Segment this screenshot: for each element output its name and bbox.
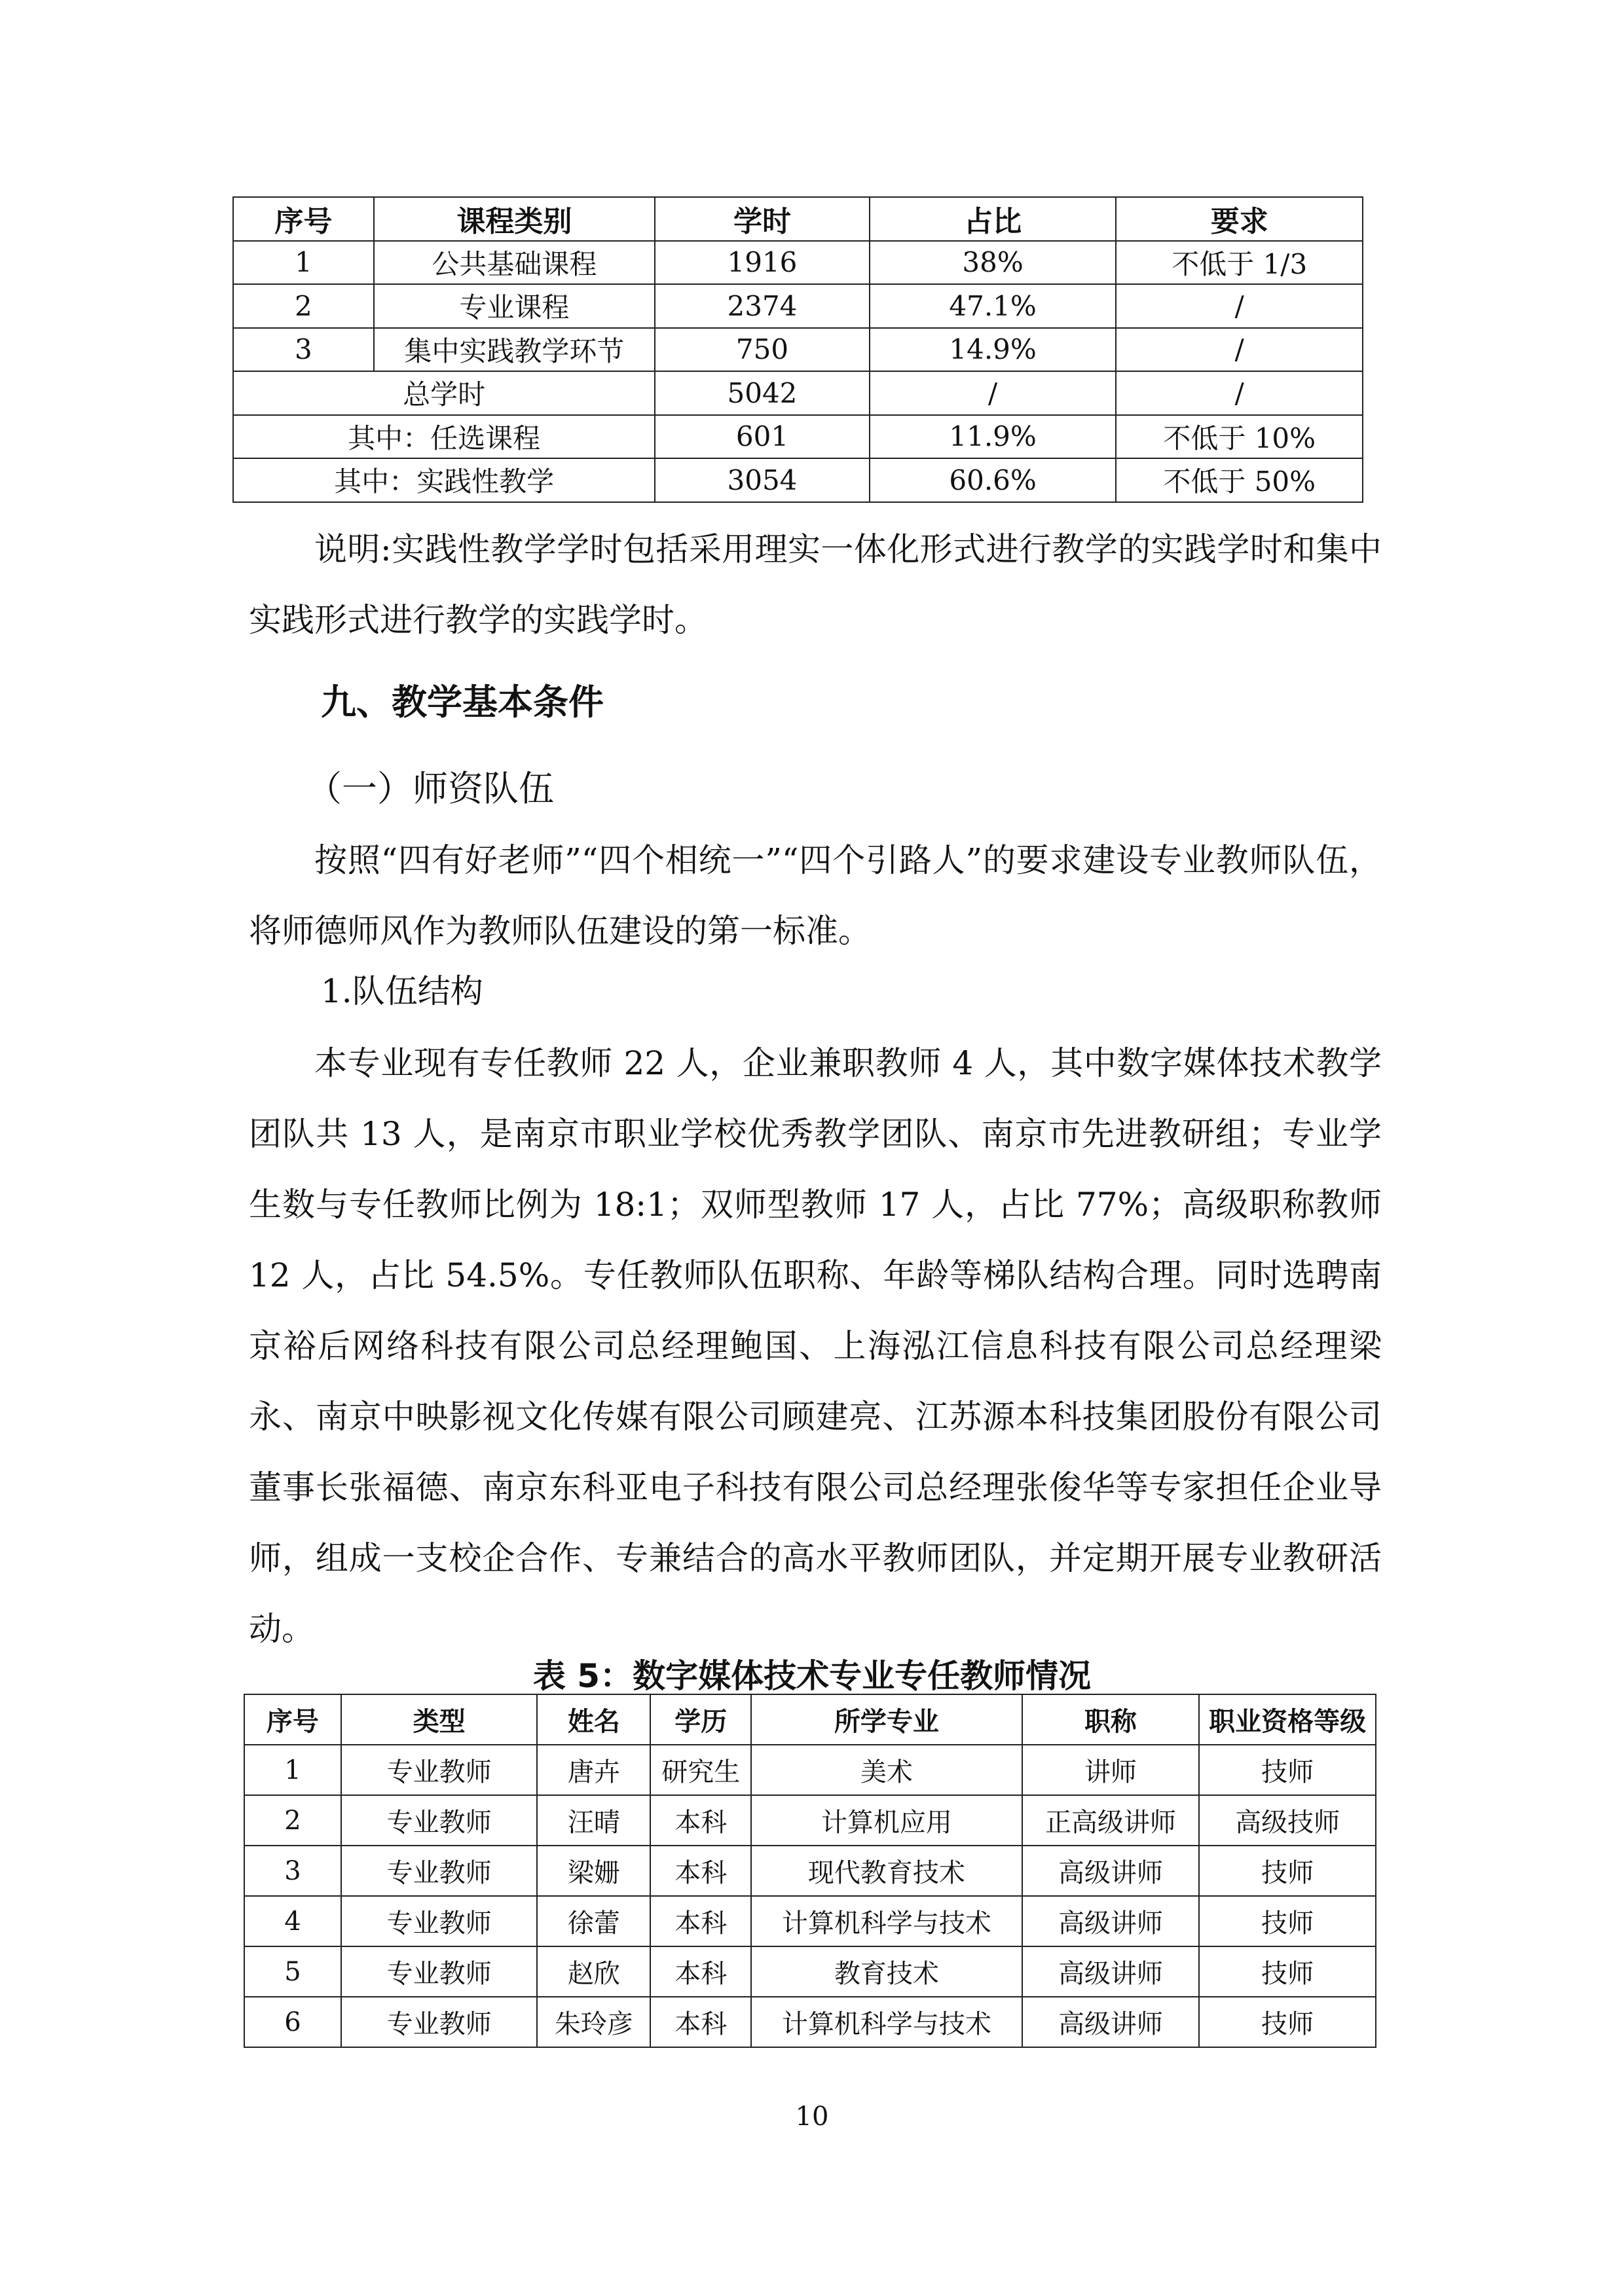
cell-level: 高级技师: [1199, 1795, 1376, 1846]
table-row: [244, 1795, 1376, 1846]
cell-ratio: 11.9%: [870, 415, 1116, 459]
table-row: [244, 1997, 1376, 2047]
cell-type: 专业教师: [341, 1795, 538, 1846]
cell-ratio: 14.9%: [870, 328, 1116, 372]
table-header-row: [244, 1694, 1376, 1745]
cell-type: 专业教师: [341, 1946, 538, 1997]
table-row: [244, 1846, 1376, 1896]
cell-edu: 本科: [650, 1896, 751, 1946]
cell-category: 专业课程: [374, 284, 655, 328]
cell-ratio: 60.6%: [870, 458, 1116, 502]
teachers-table: [244, 1694, 1376, 2048]
cell-major: 教育技术: [751, 1946, 1022, 1997]
cell-level: 技师: [1199, 1997, 1376, 2047]
section-heading: 九、教学基本条件: [321, 682, 604, 723]
cell-no: 3: [233, 328, 374, 372]
cell-edu: 本科: [650, 1997, 751, 2047]
cell-no: 1: [233, 241, 374, 285]
cell-req: 不低于 50%: [1116, 458, 1363, 502]
cell-title: 正高级讲师: [1022, 1795, 1200, 1846]
header-cell: 职业资格等级: [1199, 1694, 1376, 1745]
cell-level: 技师: [1199, 1846, 1376, 1896]
cell-no: 3: [244, 1846, 341, 1896]
cell-title: 高级讲师: [1022, 1846, 1200, 1896]
cell-name: 朱玲彦: [537, 1997, 650, 2047]
cell-title: 高级讲师: [1022, 1896, 1200, 1946]
header-cell: 要求: [1116, 197, 1363, 241]
cell-category: 公共基础课程: [374, 241, 655, 285]
table-header-row: [233, 197, 1363, 241]
table-row: [233, 328, 1363, 372]
cell-no: 2: [233, 284, 374, 328]
cell-major: 现代教育技术: [751, 1846, 1022, 1896]
header-cell: 所学专业: [751, 1694, 1022, 1745]
cell-title: 高级讲师: [1022, 1946, 1200, 1997]
cell-ratio: /: [870, 371, 1116, 415]
header-cell: 姓名: [537, 1694, 650, 1745]
cell-title: 高级讲师: [1022, 1997, 1200, 2047]
table-row: [233, 241, 1363, 285]
header-cell: 占比: [870, 197, 1116, 241]
cell-name: 赵欣: [537, 1946, 650, 1997]
cell-edu: 本科: [650, 1946, 751, 1997]
cell-no: 1: [244, 1745, 341, 1795]
page-number: 10: [795, 2102, 829, 2132]
note-paragraph: 说明:实践性教学学时包括采用理实一体化形式进行教学的实践学时和集中实践形式进行教学的实践学时。: [249, 530, 1382, 639]
cell-req: 不低于 10%: [1116, 415, 1363, 459]
header-cell: 学历: [650, 1694, 751, 1745]
cell-no: 6: [244, 1997, 341, 2047]
cell-summary-label: 其中：实践性教学: [233, 458, 655, 502]
cell-summary-label: 总学时: [233, 371, 655, 415]
item-heading: 1.队伍结构: [321, 972, 483, 1010]
cell-req: 不低于 1/3: [1116, 241, 1363, 285]
summary-row: [233, 371, 1363, 415]
cell-req: /: [1116, 284, 1363, 328]
cell-type: 专业教师: [341, 1896, 538, 1946]
table-row: [233, 284, 1363, 328]
cell-no: 4: [244, 1896, 341, 1946]
table-row: [244, 1946, 1376, 1997]
header-cell: 职称: [1022, 1694, 1200, 1745]
cell-level: 技师: [1199, 1946, 1376, 1997]
cell-level: 技师: [1199, 1896, 1376, 1946]
summary-row: [233, 415, 1363, 459]
cell-hours: 3054: [655, 458, 870, 502]
cell-edu: 本科: [650, 1846, 751, 1896]
cell-major: 美术: [751, 1745, 1022, 1795]
cell-level: 技师: [1199, 1745, 1376, 1795]
cell-type: 专业教师: [341, 1745, 538, 1795]
cell-type: 专业教师: [341, 1846, 538, 1896]
cell-title: 讲师: [1022, 1745, 1200, 1795]
cell-type: 专业教师: [341, 1997, 538, 2047]
intro-paragraph: 按照“四有好老师”“四个相统一”“四个引路人”的要求建设专业教师队伍，将师德师风作为教师队伍建设的第一标准。: [249, 841, 1382, 950]
header-cell: 序号: [244, 1694, 341, 1745]
cell-major: 计算机科学与技术: [751, 1997, 1022, 2047]
cell-req: /: [1116, 371, 1363, 415]
cell-hours: 2374: [655, 284, 870, 328]
cell-edu: 研究生: [650, 1745, 751, 1795]
cell-hours: 5042: [655, 371, 870, 415]
cell-summary-label: 其中：任选课程: [233, 415, 655, 459]
table-caption: 表 5：数字媒体技术专业专任教师情况: [532, 1657, 1092, 1695]
header-cell: 类型: [341, 1694, 538, 1745]
cell-hours: 1916: [655, 241, 870, 285]
cell-name: 汪晴: [537, 1795, 650, 1846]
table-row: [244, 1896, 1376, 1946]
cell-category: 集中实践教学环节: [374, 328, 655, 372]
cell-ratio: 47.1%: [870, 284, 1116, 328]
cell-edu: 本科: [650, 1795, 751, 1846]
cell-hours: 750: [655, 328, 870, 372]
cell-major: 计算机应用: [751, 1795, 1022, 1846]
subsection-heading: （一）师资队伍: [306, 768, 554, 809]
cell-no: 2: [244, 1795, 341, 1846]
cell-major: 计算机科学与技术: [751, 1896, 1022, 1946]
cell-name: 徐蕾: [537, 1896, 650, 1946]
summary-row: [233, 458, 1363, 502]
cell-req: /: [1116, 328, 1363, 372]
header-cell: 学时: [655, 197, 870, 241]
course-hours-table: [232, 196, 1363, 503]
table-row: [244, 1745, 1376, 1795]
cell-name: 梁姗: [537, 1846, 650, 1896]
header-cell: 序号: [233, 197, 374, 241]
body-paragraph: 本专业现有专任教师 22 人，企业兼职教师 4 人，其中数字媒体技术教学团队共 13 人，是南京市职业学校优秀教学团队、南京市先进教研组；专业学生数与专任教师比例为 18:1；双师型教师 17 人，占比 77%；高级职称教师 12 人，占比 54.5%。专任教师队伍职称、年龄等梯队结构合理。同时选聘南京裕后网络科技有限公司总经理鲍国、上海泓江信息科技有限公司总经理梁永、南京中映影视文化传媒有限公司顾建亮、江苏源本科技集团股份有限公司董事长张福德、南京东科亚电子科技有限公司总经理张俊华等专家担任企业导师，组成一支校企合作、专兼结合的高水平教师团队，并定期开展专业教研活动。: [249, 1044, 1382, 1648]
header-cell: 课程类别: [374, 197, 655, 241]
cell-name: 唐卉: [537, 1745, 650, 1795]
cell-hours: 601: [655, 415, 870, 459]
cell-ratio: 38%: [870, 241, 1116, 285]
cell-no: 5: [244, 1946, 341, 1997]
